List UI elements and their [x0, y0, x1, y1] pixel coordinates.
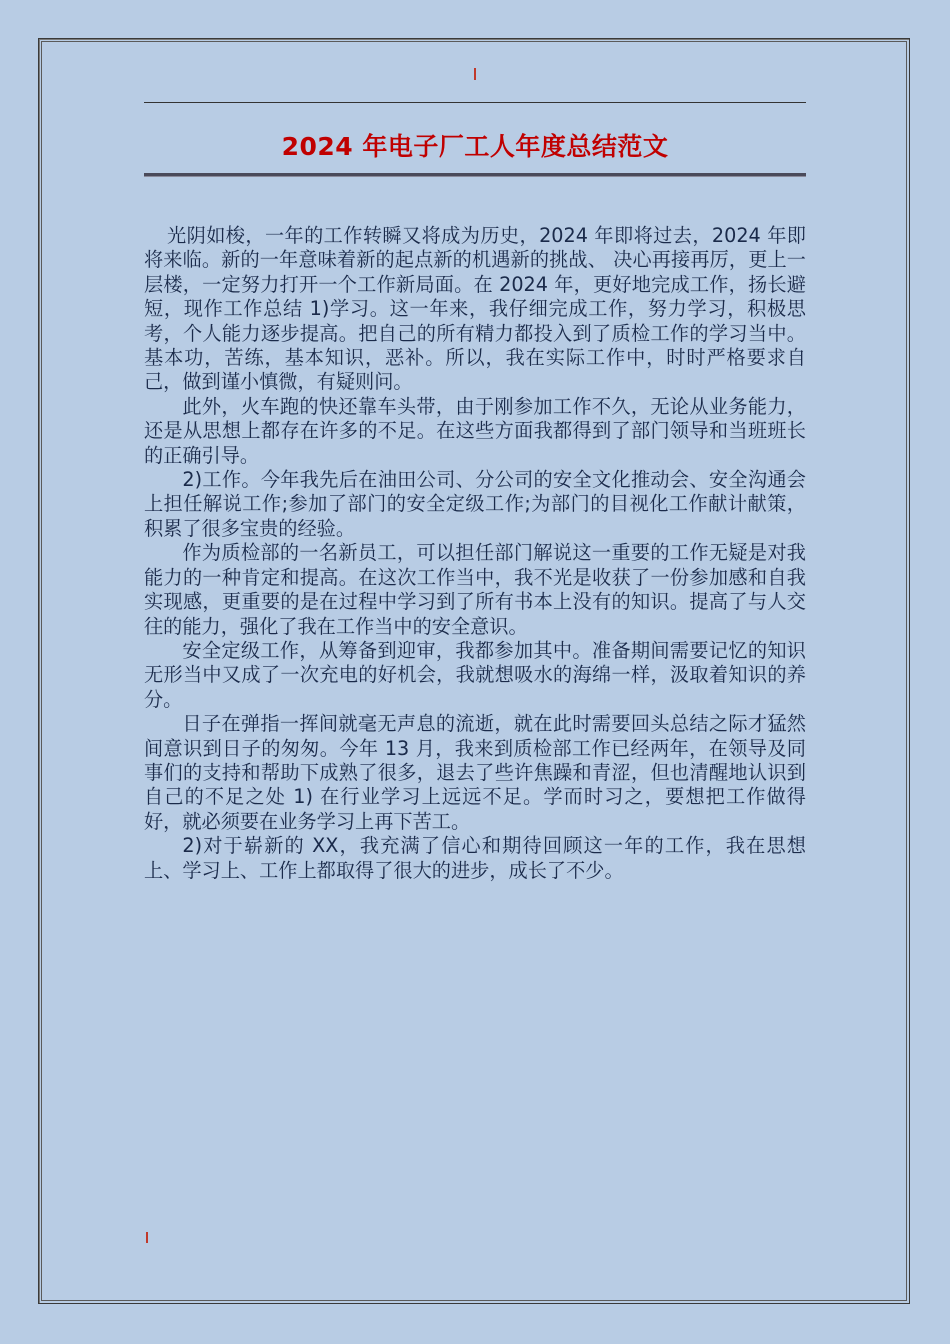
footer-cursor-mark [146, 1232, 148, 1243]
paragraph: 日子在弹指一挥间就毫无声息的流逝，就在此时需要回头总结之际才猛然间意识到日子的匆匆。今年 13 月，我来到质检部工作已经两年，在领导及同事们的支持和帮助下成熟了很多，退去了些许焦躁和青涩，但也清醒地认识到自己的不足之处 1) 在行业学习上远远不足。学而时习之，要想把工作做得好，就必须要在业务学习上再下苦工。 [144, 712, 806, 833]
header-rule [144, 102, 806, 103]
paragraph: 光阴如梭，一年的工作转瞬又将成为历史，2024 年即将过去，2024 年即将来临。新的一年意味着新的起点新的机遇新的挑战、 决心再接再厉，更上一层楼，一定努力打开一个工作新局面。在 2024 年，更好地完成工作，扬长避短，现作工作总结 1)学习。这一年来，我仔细完成工作，努力学习，积极思考，个人能力逐步提高。把自己的所有精力都投入到了质检工作的学习当中。基本功，苦练，基本知识，恶补。所以，我在实际工作中，时时严格要求自己，做到谨小慎微，有疑则问。 [144, 224, 806, 394]
document-body [144, 224, 806, 883]
document-title: 2024 年电子厂工人年度总结范文 [281, 132, 669, 161]
paragraph: 此外，火车跑的快还靠车头带，由于刚参加工作不久，无论从业务能力，还是从思想上都存在许多的不足。在这些方面我都得到了部门领导和当班班长的正确引导。 [144, 394, 806, 467]
header-cursor-mark [474, 68, 476, 80]
paragraph: 2)对于崭新的 XX，我充满了信心和期待回顾这一年的工作，我在思想上、学习上、工作上都取得了很大的进步，成长了不少。 [144, 834, 806, 882]
title-underline-rule [144, 173, 806, 177]
paragraph: 作为质检部的一名新员工，可以担任部门解说这一重要的工作无疑是对我能力的一种肯定和提高。在这次工作当中，我不光是收获了一份参加感和自我实现感，更重要的是在过程中学习到了所有书本上没有的知识。提高了与人交往的能力，强化了我在工作当中的安全意识。 [144, 541, 806, 638]
paragraph: 安全定级工作，从筹备到迎审，我都参加其中。准备期间需要记忆的知识无形当中又成了一次充电的好机会，我就想吸水的海绵一样，汲取着知识的养分。 [144, 638, 806, 711]
paragraph: 2)工作。今年我先后在油田公司、分公司的安全文化推动会、安全沟通会上担任解说工作;参加了部门的安全定级工作;为部门的目视化工作献计献策，积累了很多宝贵的经验。 [144, 468, 806, 540]
